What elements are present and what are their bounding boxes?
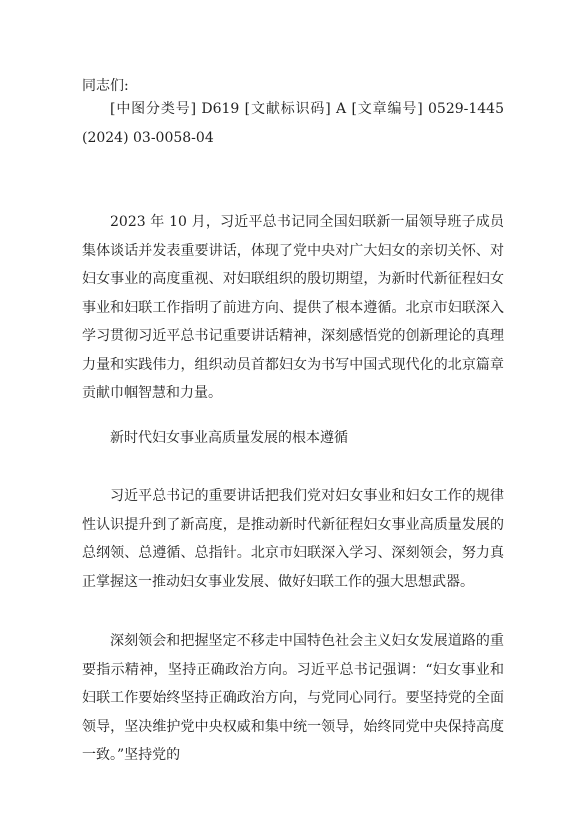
body-paragraph-2: 习近平总书记的重要讲话把我们党对妇女事业和妇女工作的规律性认识提升到了新高度，是推动新时代新征程妇女事业高质量发展的总纲领、总遵循、总指针。北京市妇联深入学习、深刻领会，努力真正掌握这一推动妇女事业发展、做好妇联工作的强大思想武器。 bbox=[82, 488, 504, 590]
classification-info: [中图分类号] D619 [文献标识码] A [文章编号] 0529-1445 (2024) 03-0058-04 bbox=[82, 101, 504, 146]
body-paragraph-1: 2023 年 10 月，习近平总书记同全国妇联新一届领导班子成员集体谈话并发表重要讲话，体现了党中央对广大妇女的亲切关怀、对妇女事业的高度重视、对妇联组织的殷切期望，为新时代新征程妇女事业和妇联工作指明了前进方向、提供了根本遵循。北京市妇联深入学习贯彻习近平总书记重要讲话精神，深刻感悟党的创新理论的真理力量和实践伟力，组织动员首都妇女为书写中国式现代化的北京篇章贡献巾帼智慧和力量。 bbox=[82, 214, 504, 401]
section-heading: 新时代妇女事业高质量发展的根本遵循 bbox=[110, 430, 348, 446]
salutation: 同志们: bbox=[82, 78, 129, 94]
body-paragraph-3: 深刻领会和把握坚定不移走中国特色社会主义妇女发展道路的重要指示精神，坚持正确政治方向。习近平总书记强调：“妇女事业和妇联工作要始终坚持正确政治方向，与党同心同行。要坚持党的全面领导，坚决维护党中央权威和集中统一领导，始终同党中央保持高度一致。”坚持党的 bbox=[82, 633, 504, 763]
